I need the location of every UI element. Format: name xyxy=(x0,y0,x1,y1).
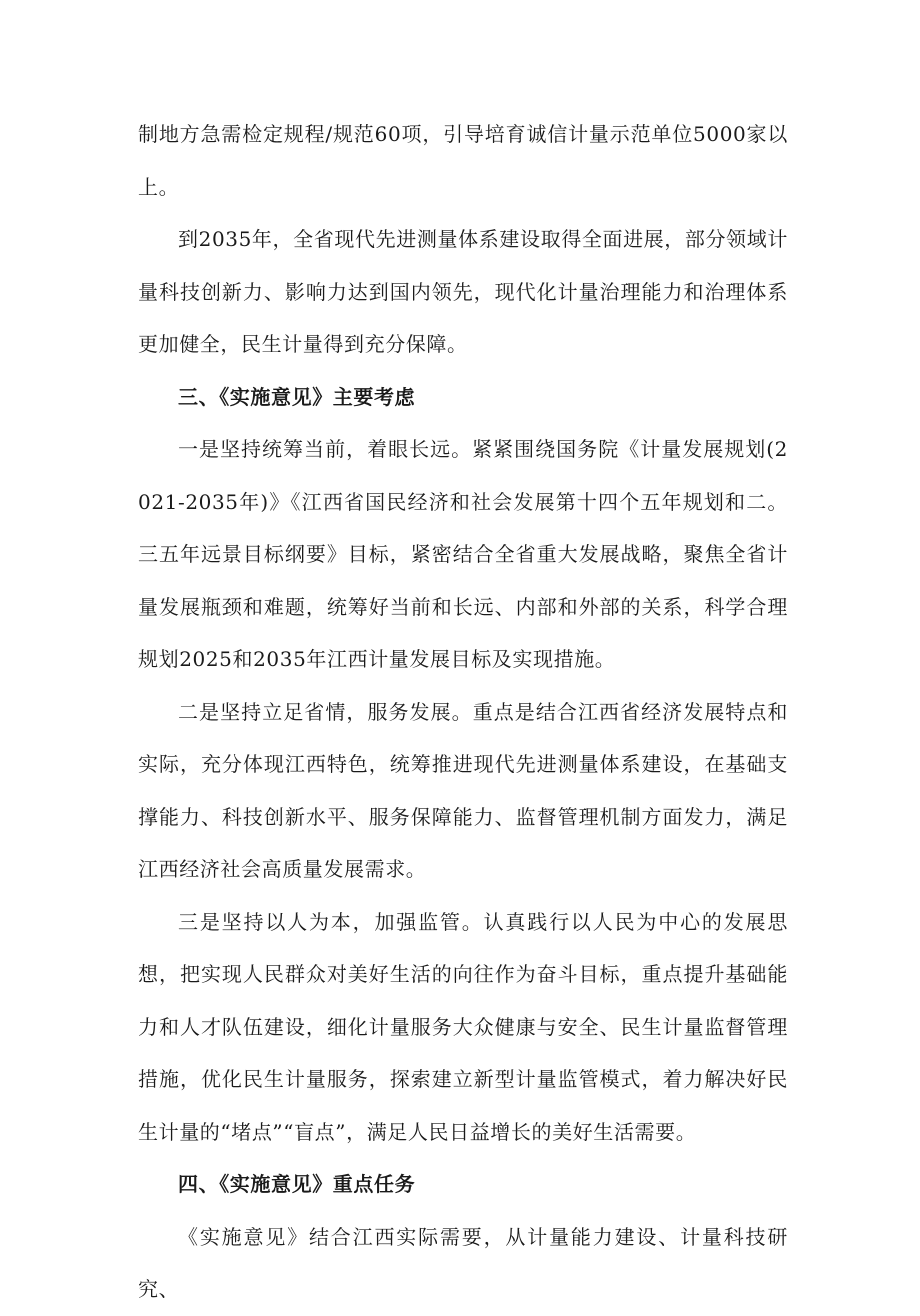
paragraph-5: 三是坚持以人为本，加强监管。认真践行以人民为中心的发展思想，把实现人民群众对美好生活的向往作为奋斗目标，重点提升基础能力和人才队伍建设，细化计量服务大众健康与安全、民生计量监督管理措施，优化民生计量服务，探索建立新型计量监管模式，着力解决好民生计量的“堵点”“盲点”，满足人民日益增长的美好生活需要。 xyxy=(138,909,788,1144)
section-heading-4: 四、《实施意见》重点任务 xyxy=(178,1172,416,1196)
paragraph-1: 制地方急需检定规程/规范60项，引导培育诚信计量示范单位5000家以上。 xyxy=(138,122,788,199)
paragraph-3: 一是坚持统筹当前，着眼长远。紧紧围绕国务院《计量发展规划(2021-2035年)》《江西省国民经济和社会发展第十四个五年规划和二。三五年远景目标纲要》目标，紧密结合全省重大发展战略，聚焦全省计量发展瓶颈和难题，统筹好当前和长远、内部和外部的关系，科学合理规划2025和2035年江西计量发展目标及实现措施。 xyxy=(138,437,788,671)
document-body xyxy=(138,108,788,1316)
paragraph-6: 《实施意见》结合江西实际需要，从计量能力建设、计量科技研究、 xyxy=(138,1224,788,1301)
paragraph-2: 到2035年，全省现代先进测量体系建设取得全面进展，部分领域计量科技创新力、影响力达到国内领先，现代化计量治理能力和治理体系更加健全，民生计量得到充分保障。 xyxy=(138,227,788,356)
section-heading-3: 三、《实施意见》主要考虑 xyxy=(178,384,416,409)
paragraph-4: 二是坚持立足省情，服务发展。重点是结合江西省经济发展特点和实际，充分体现江西特色，统筹推进现代先进测量体系建设，在基础支撑能力、科技创新水平、服务保障能力、监督管理机制方面发力，满足江西经济社会高质量发展需求。 xyxy=(138,699,788,881)
